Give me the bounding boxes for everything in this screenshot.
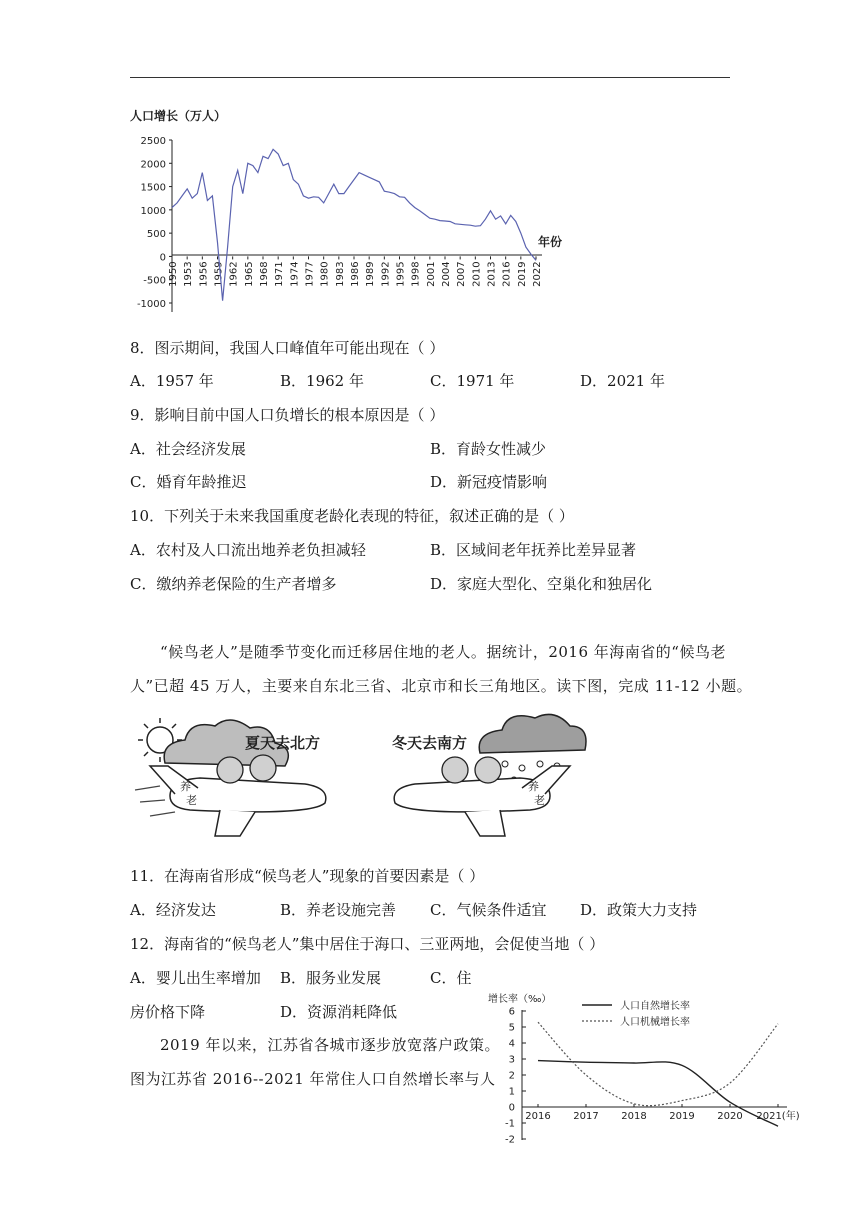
chart2-y-tick-label: 5 bbox=[508, 1022, 515, 1034]
chart1-xlabel: 年份 bbox=[538, 235, 563, 249]
chart2-x-tick-label: 2016 bbox=[525, 1111, 551, 1122]
chart2-x-tick-label: 2020 bbox=[717, 1111, 743, 1122]
chart1-x-tick-label: 1980 bbox=[319, 261, 331, 287]
plane-right-char-1: 养 bbox=[528, 780, 539, 793]
chart1-x-tick-label: 1974 bbox=[289, 261, 301, 287]
chart1-x-tick-label: 2016 bbox=[501, 261, 513, 287]
chart1-x-tick-label: 1968 bbox=[259, 261, 270, 287]
chart1-x-tick-label: 2019 bbox=[516, 261, 528, 287]
chart1-x-tick-label: 1965 bbox=[243, 261, 255, 287]
passage1-line2: 人”已超 45 万人，主要来自东北三省、北京市和长三角地区。读下图，完成 11-12 小题。 bbox=[130, 677, 753, 695]
q12-option-a: A．婴儿出生率增加 bbox=[130, 969, 261, 987]
chart1-y-tick-label: -1000 bbox=[136, 299, 166, 310]
chart1-x-tick-label: 1986 bbox=[350, 261, 361, 287]
q12-option-c-continued: 房价格下降 bbox=[130, 1003, 206, 1021]
chart2-y-tick-label: 1 bbox=[508, 1086, 515, 1098]
q11-option-c: C．气候条件适宜 bbox=[430, 901, 547, 919]
chart2-x-tick-label: 2018 bbox=[621, 1111, 647, 1122]
q10-stem: 10．下列关于未来我国重度老龄化表现的特征，叙述正确的是（ ） bbox=[130, 507, 574, 525]
q9-option-c: C．婚育年龄推迟 bbox=[130, 473, 247, 491]
left-caption: 夏天去北方 bbox=[245, 734, 321, 752]
q8-option-c: C．1971 年 bbox=[430, 372, 515, 390]
chart2-y-tick-label: -1 bbox=[505, 1118, 515, 1130]
q9-option-b: B．育龄女性减少 bbox=[430, 440, 547, 458]
q9-stem: 9．影响目前中国人口负增长的根本原因是（ ） bbox=[130, 406, 445, 424]
q11-stem: 11．在海南省形成“候鸟老人”现象的首要因素是（ ） bbox=[130, 867, 485, 885]
chart2-x-tick-label: 2021(年) bbox=[756, 1111, 800, 1122]
header-rule bbox=[130, 77, 730, 78]
grandpa-icon bbox=[250, 755, 276, 781]
chart1-x-tick-label: 1992 bbox=[380, 261, 392, 287]
chart2-x-tick-label: 2017 bbox=[573, 1111, 599, 1122]
chart1-x-tick-label: 1971 bbox=[274, 261, 286, 287]
q11-option-b: B．养老设施完善 bbox=[280, 901, 397, 919]
chart1-x-tick-label: 1953 bbox=[183, 261, 195, 287]
q8-option-b: B．1962 年 bbox=[280, 372, 364, 390]
q10-option-d: D．家庭大型化、空巢化和独居化 bbox=[430, 575, 653, 593]
chart2-mechanical-growth-line bbox=[538, 1022, 778, 1105]
plane-right-char-2: 老 bbox=[534, 794, 545, 807]
chart2-y-tick-label: -2 bbox=[505, 1134, 515, 1146]
q11-option-a: A．经济发达 bbox=[130, 901, 216, 919]
chart1-y-tick-label: 500 bbox=[146, 229, 166, 241]
passage2-line1: 2019 年以来，江苏省各城市逐步放宽落户政策。 bbox=[160, 1036, 500, 1054]
passage2-line2: 图为江苏省 2016--2021 年常住人口自然增长率与人 bbox=[130, 1070, 496, 1088]
chart2-y-tick-label: 0 bbox=[508, 1102, 515, 1114]
chart1-y-tick-label: 1000 bbox=[140, 205, 166, 217]
q8-option-a: A．1957 年 bbox=[130, 372, 214, 390]
q8-option-d: D．2021 年 bbox=[580, 372, 665, 390]
chart2-legend-natural: 人口自然增长率 bbox=[620, 1001, 690, 1012]
chart2-ylabel: 增长率（‰） bbox=[488, 994, 552, 1005]
grandma-right-icon bbox=[475, 757, 501, 783]
chart1-x-tick-label: 1983 bbox=[334, 261, 346, 287]
q10-option-a: A．农村及人口流出地养老负担减轻 bbox=[130, 541, 366, 559]
q12-option-c: C．住 bbox=[430, 969, 472, 987]
chart1-y-tick-label: -500 bbox=[143, 275, 166, 287]
chart1-y-tick-label: 2500 bbox=[140, 136, 166, 147]
chart1-x-tick-label: 2022 bbox=[532, 261, 543, 287]
q12-stem: 12．海南省的“候鸟老人”集中居住于海口、三亚两地，会促使当地（ ） bbox=[130, 935, 605, 953]
chart1-y-tick-label: 2000 bbox=[140, 159, 166, 171]
chart2-y-tick-label: 2 bbox=[508, 1070, 515, 1082]
chart1-y-tick-label: 1500 bbox=[140, 182, 166, 194]
q12-option-b: B．服务业发展 bbox=[280, 969, 382, 987]
q8-stem: 8．图示期间，我国人口峰值年可能出现在（ ） bbox=[130, 339, 445, 357]
q10-option-c: C．缴纳养老保险的生产者增多 bbox=[130, 575, 337, 593]
chart1-x-tick-label: 2007 bbox=[456, 261, 468, 287]
migratory-elderly-illustration bbox=[130, 708, 590, 848]
chart1-x-tick-label: 1950 bbox=[168, 261, 179, 287]
chart1-x-tick-label: 1962 bbox=[228, 261, 240, 287]
chart1-x-tick-label: 1998 bbox=[410, 261, 422, 287]
chart1-x-tick-label: 1977 bbox=[304, 261, 316, 287]
q9-option-a: A．社会经济发展 bbox=[130, 440, 246, 458]
chart1-y-tick-label: 0 bbox=[159, 252, 166, 264]
q9-option-d: D．新冠疫情影响 bbox=[430, 473, 548, 491]
chart2-y-tick-label: 4 bbox=[508, 1038, 515, 1050]
plane-left-char-2: 老 bbox=[186, 794, 197, 807]
chart1-x-tick-label: 1956 bbox=[198, 261, 210, 287]
q12-option-d: D．资源消耗降低 bbox=[280, 1003, 398, 1021]
right-caption: 冬天去南方 bbox=[392, 734, 468, 752]
chart1-x-tick-label: 2010 bbox=[471, 261, 483, 287]
chart1-x-tick-label: 2004 bbox=[441, 261, 452, 287]
chart2-x-tick-label: 2019 bbox=[669, 1111, 695, 1122]
airplane-left-icon bbox=[135, 755, 326, 836]
chart1-x-tick-label: 2013 bbox=[486, 261, 498, 287]
chart1-x-tick-label: 1989 bbox=[365, 261, 377, 287]
passage1-line1: “候鸟老人”是随季节变化而迁移居住地的老人。据统计，2016 年海南省的“候鸟老 bbox=[160, 643, 726, 661]
chart2-y-tick-label: 6 bbox=[508, 1006, 515, 1018]
population-growth-chart bbox=[120, 100, 570, 330]
chart1-x-tick-label: 2001 bbox=[425, 261, 437, 287]
chart2-y-tick-label: 3 bbox=[508, 1054, 515, 1066]
chart1-ylabel: 人口增长（万人） bbox=[130, 109, 227, 123]
grandma-icon bbox=[217, 757, 243, 783]
chart1-x-tick-label: 1959 bbox=[213, 261, 225, 287]
jiangsu-growth-rate-chart bbox=[482, 990, 812, 1148]
chart2-legend-mechanical: 人口机械增长率 bbox=[620, 1017, 690, 1028]
q10-option-b: B．区域间老年抚养比差异显著 bbox=[430, 541, 637, 559]
plane-left-char-1: 养 bbox=[180, 780, 191, 793]
q11-option-d: D．政策大力支持 bbox=[580, 901, 698, 919]
chart1-x-tick-label: 1995 bbox=[395, 261, 407, 287]
grandpa-right-icon bbox=[442, 757, 468, 783]
